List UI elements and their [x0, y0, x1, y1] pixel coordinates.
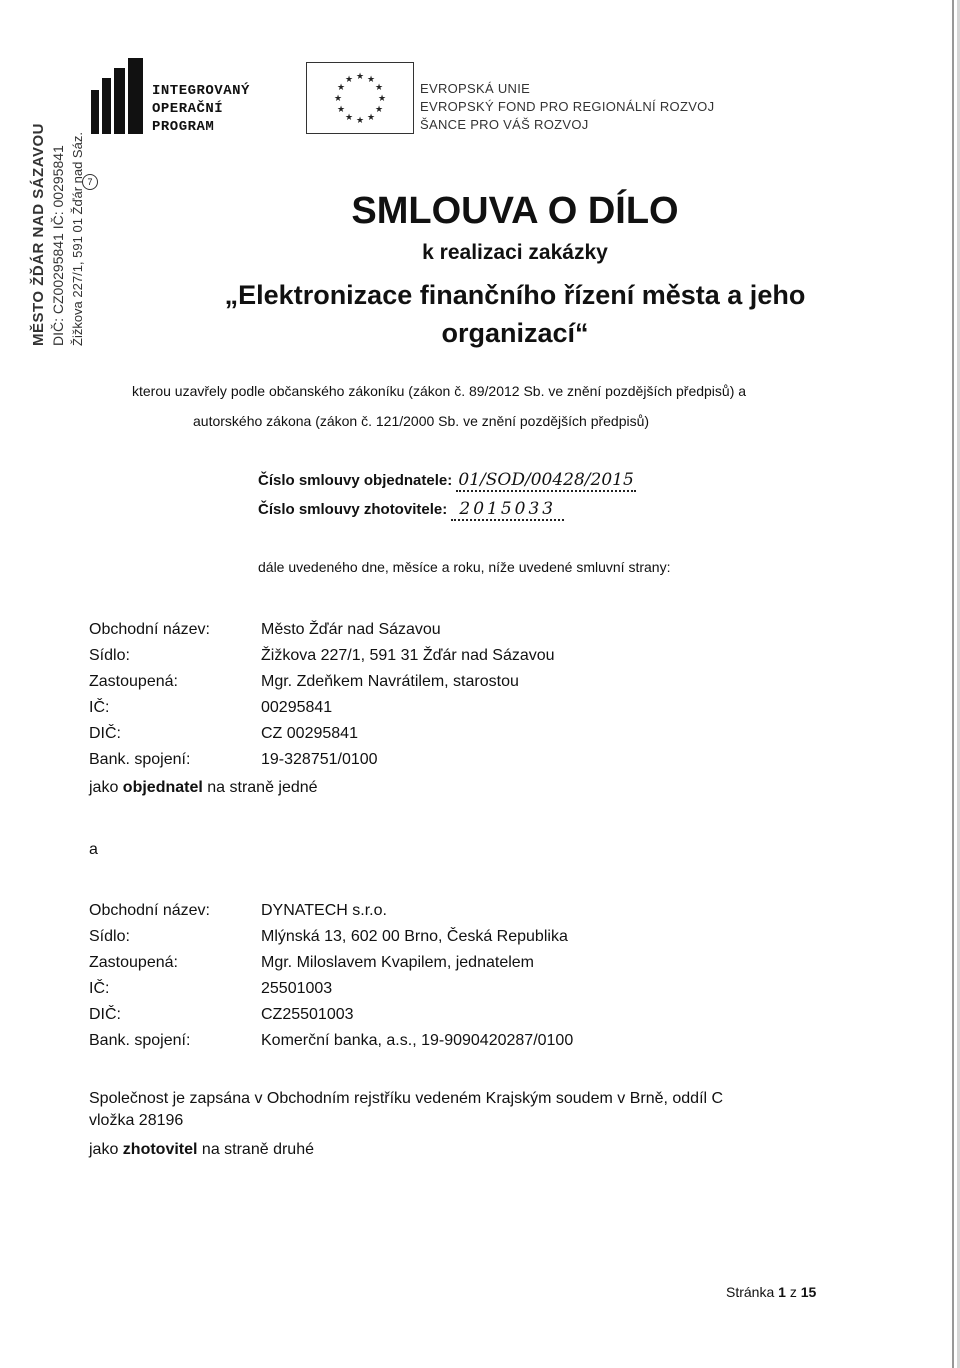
client-label-name: Obchodní název:: [89, 621, 210, 638]
contractor-contract-label: Číslo smlouvy zhotovitele:: [258, 501, 448, 518]
client-value-name: Město Žďár nad Sázavou: [261, 621, 441, 638]
svg-text:★: ★: [344, 113, 354, 123]
iop-line2: OPERAČNÍ: [152, 101, 224, 117]
client-value-dic: CZ 00295841: [261, 725, 358, 742]
client-label-ico: IČ:: [89, 699, 110, 716]
intro-line2: autorského zákona (zákon č. 121/2000 Sb. ve znění pozdějších předpisů): [193, 413, 650, 429]
eu-line2: EVROPSKÝ FOND PRO REGIONÁLNÍ ROZVOJ: [420, 99, 715, 114]
client-value-bank: 19-328751/0100: [261, 751, 378, 768]
contractor-label-bank: Bank. spojení:: [89, 1032, 191, 1049]
contractor-label-seat: Sídlo:: [89, 928, 130, 945]
contractor-value-represented: Mgr. Miloslavem Kvapilem, jednatelem: [261, 954, 534, 971]
client-label-seat: Sídlo:: [89, 647, 130, 664]
client-value-ico: 00295841: [261, 699, 333, 716]
client-value-represented: Mgr. Zdeňkem Navrátilem, starostou: [261, 673, 519, 690]
client-value-seat: Žižkova 227/1, 591 31 Žďár nad Sázavou: [261, 647, 555, 664]
svg-text:★: ★: [366, 75, 376, 85]
parties-intro: dále uvedeného dne, měsíce a roku, níže uvedené smluvní strany:: [258, 559, 671, 575]
page-number: [726, 1284, 816, 1300]
page-sep: z: [785, 1284, 801, 1300]
contractor-contract-value: 2015033: [451, 499, 564, 521]
stamp-circle-icon: 7: [82, 174, 98, 190]
contractor-value-bank: Komerční banka, a.s., 19-9090420287/0100: [261, 1032, 574, 1049]
contractor-label-represented: Zastoupená:: [89, 954, 178, 971]
contractor-label-dic: DIČ:: [89, 1006, 121, 1023]
project-name-line2: organizací“: [441, 318, 589, 348]
client-label-represented: Zastoupená:: [89, 673, 178, 690]
contractor-value-seat: Mlýnská 13, 602 00 Brno, Česká Republika: [261, 928, 568, 945]
document-title: SMLOUVA O DÍLO: [351, 190, 679, 232]
stamp-line-address: Žižkova 227/1, 591 01 Žďár nad Sáz.: [70, 132, 85, 346]
client-role-suffix: na straně jedné: [202, 779, 318, 796]
svg-text:★: ★: [333, 94, 343, 104]
eu-line1: EVROPSKÁ UNIE: [420, 81, 531, 96]
client-role-bold: objednatel: [122, 779, 203, 796]
contractor-party: [89, 898, 789, 1058]
eu-flag-icon: [306, 62, 414, 134]
page-total: 15: [800, 1284, 817, 1300]
client-role: [89, 777, 318, 799]
client-party: [89, 617, 789, 777]
project-name-line1: „Elektronizace finančního řízení města a jeho: [224, 280, 806, 310]
registry-line1: Společnost je zapsána v Obchodním rejstříku vedeném Krajským soudem v Brně, oddíl C: [89, 1090, 724, 1107]
contractor-role-suffix: na straně druhé: [197, 1141, 314, 1158]
client-label-bank: Bank. spojení:: [89, 751, 191, 768]
svg-text:★: ★: [374, 83, 384, 93]
eu-line3: ŠANCE PRO VÁŠ ROZVOJ: [420, 117, 589, 132]
contractor-role-bold: zhotovitel: [122, 1141, 198, 1158]
svg-text:★: ★: [355, 72, 365, 82]
eu-logo-text: [420, 80, 714, 134]
svg-text:★: ★: [374, 105, 384, 115]
iop-line3: PROGRAM: [152, 119, 215, 135]
client-contract-number: [258, 470, 636, 490]
stamp-line-city: MĚSTO ŽĎÁR NAD SÁZAVOU: [30, 123, 47, 346]
document-subtitle: k realizaci zakázky: [422, 241, 608, 264]
client-contract-value: 01/SOD/00428/2015: [458, 470, 634, 490]
contractor-value-dic: CZ25501003: [261, 1006, 354, 1023]
contractor-value-ico: 25501003: [261, 980, 333, 997]
intro-line1: kterou uzavřely podle občanského zákoníku (zákon č. 89/2012 Sb. ve znění pozdějších předpisů) a: [132, 383, 747, 399]
client-label-dic: DIČ:: [89, 725, 121, 742]
iop-line1: INTEGROVANÝ: [152, 83, 250, 99]
eu-stars-icon: [307, 63, 413, 133]
registry-line2: vložka 28196: [89, 1112, 184, 1129]
contractor-role: [89, 1139, 314, 1161]
contractor-label-name: Obchodní název:: [89, 902, 210, 919]
client-contract-label: Číslo smlouvy objednatele:: [258, 472, 453, 489]
iop-logo-bars-icon: [91, 58, 145, 134]
page-current: 1: [778, 1284, 786, 1300]
contractor-role-prefix: jako: [89, 1141, 123, 1158]
svg-text:★: ★: [336, 105, 346, 115]
contractor-label-ico: IČ:: [89, 980, 110, 997]
svg-text:★: ★: [377, 94, 387, 104]
contractor-contract-number: [258, 499, 564, 519]
svg-text:★: ★: [366, 113, 376, 123]
and-word: a: [89, 841, 98, 858]
contractor-value-name: DYNATECH s.r.o.: [261, 902, 387, 919]
client-role-prefix: jako: [89, 779, 123, 796]
svg-text:★: ★: [344, 75, 354, 85]
stamp-line-ids: DIČ: CZ00295841 IČ: 00295841: [50, 145, 66, 346]
page-prefix: Stránka: [726, 1284, 779, 1300]
svg-text:★: ★: [355, 116, 365, 126]
iop-logo-text: [152, 82, 250, 136]
svg-text:★: ★: [336, 83, 346, 93]
